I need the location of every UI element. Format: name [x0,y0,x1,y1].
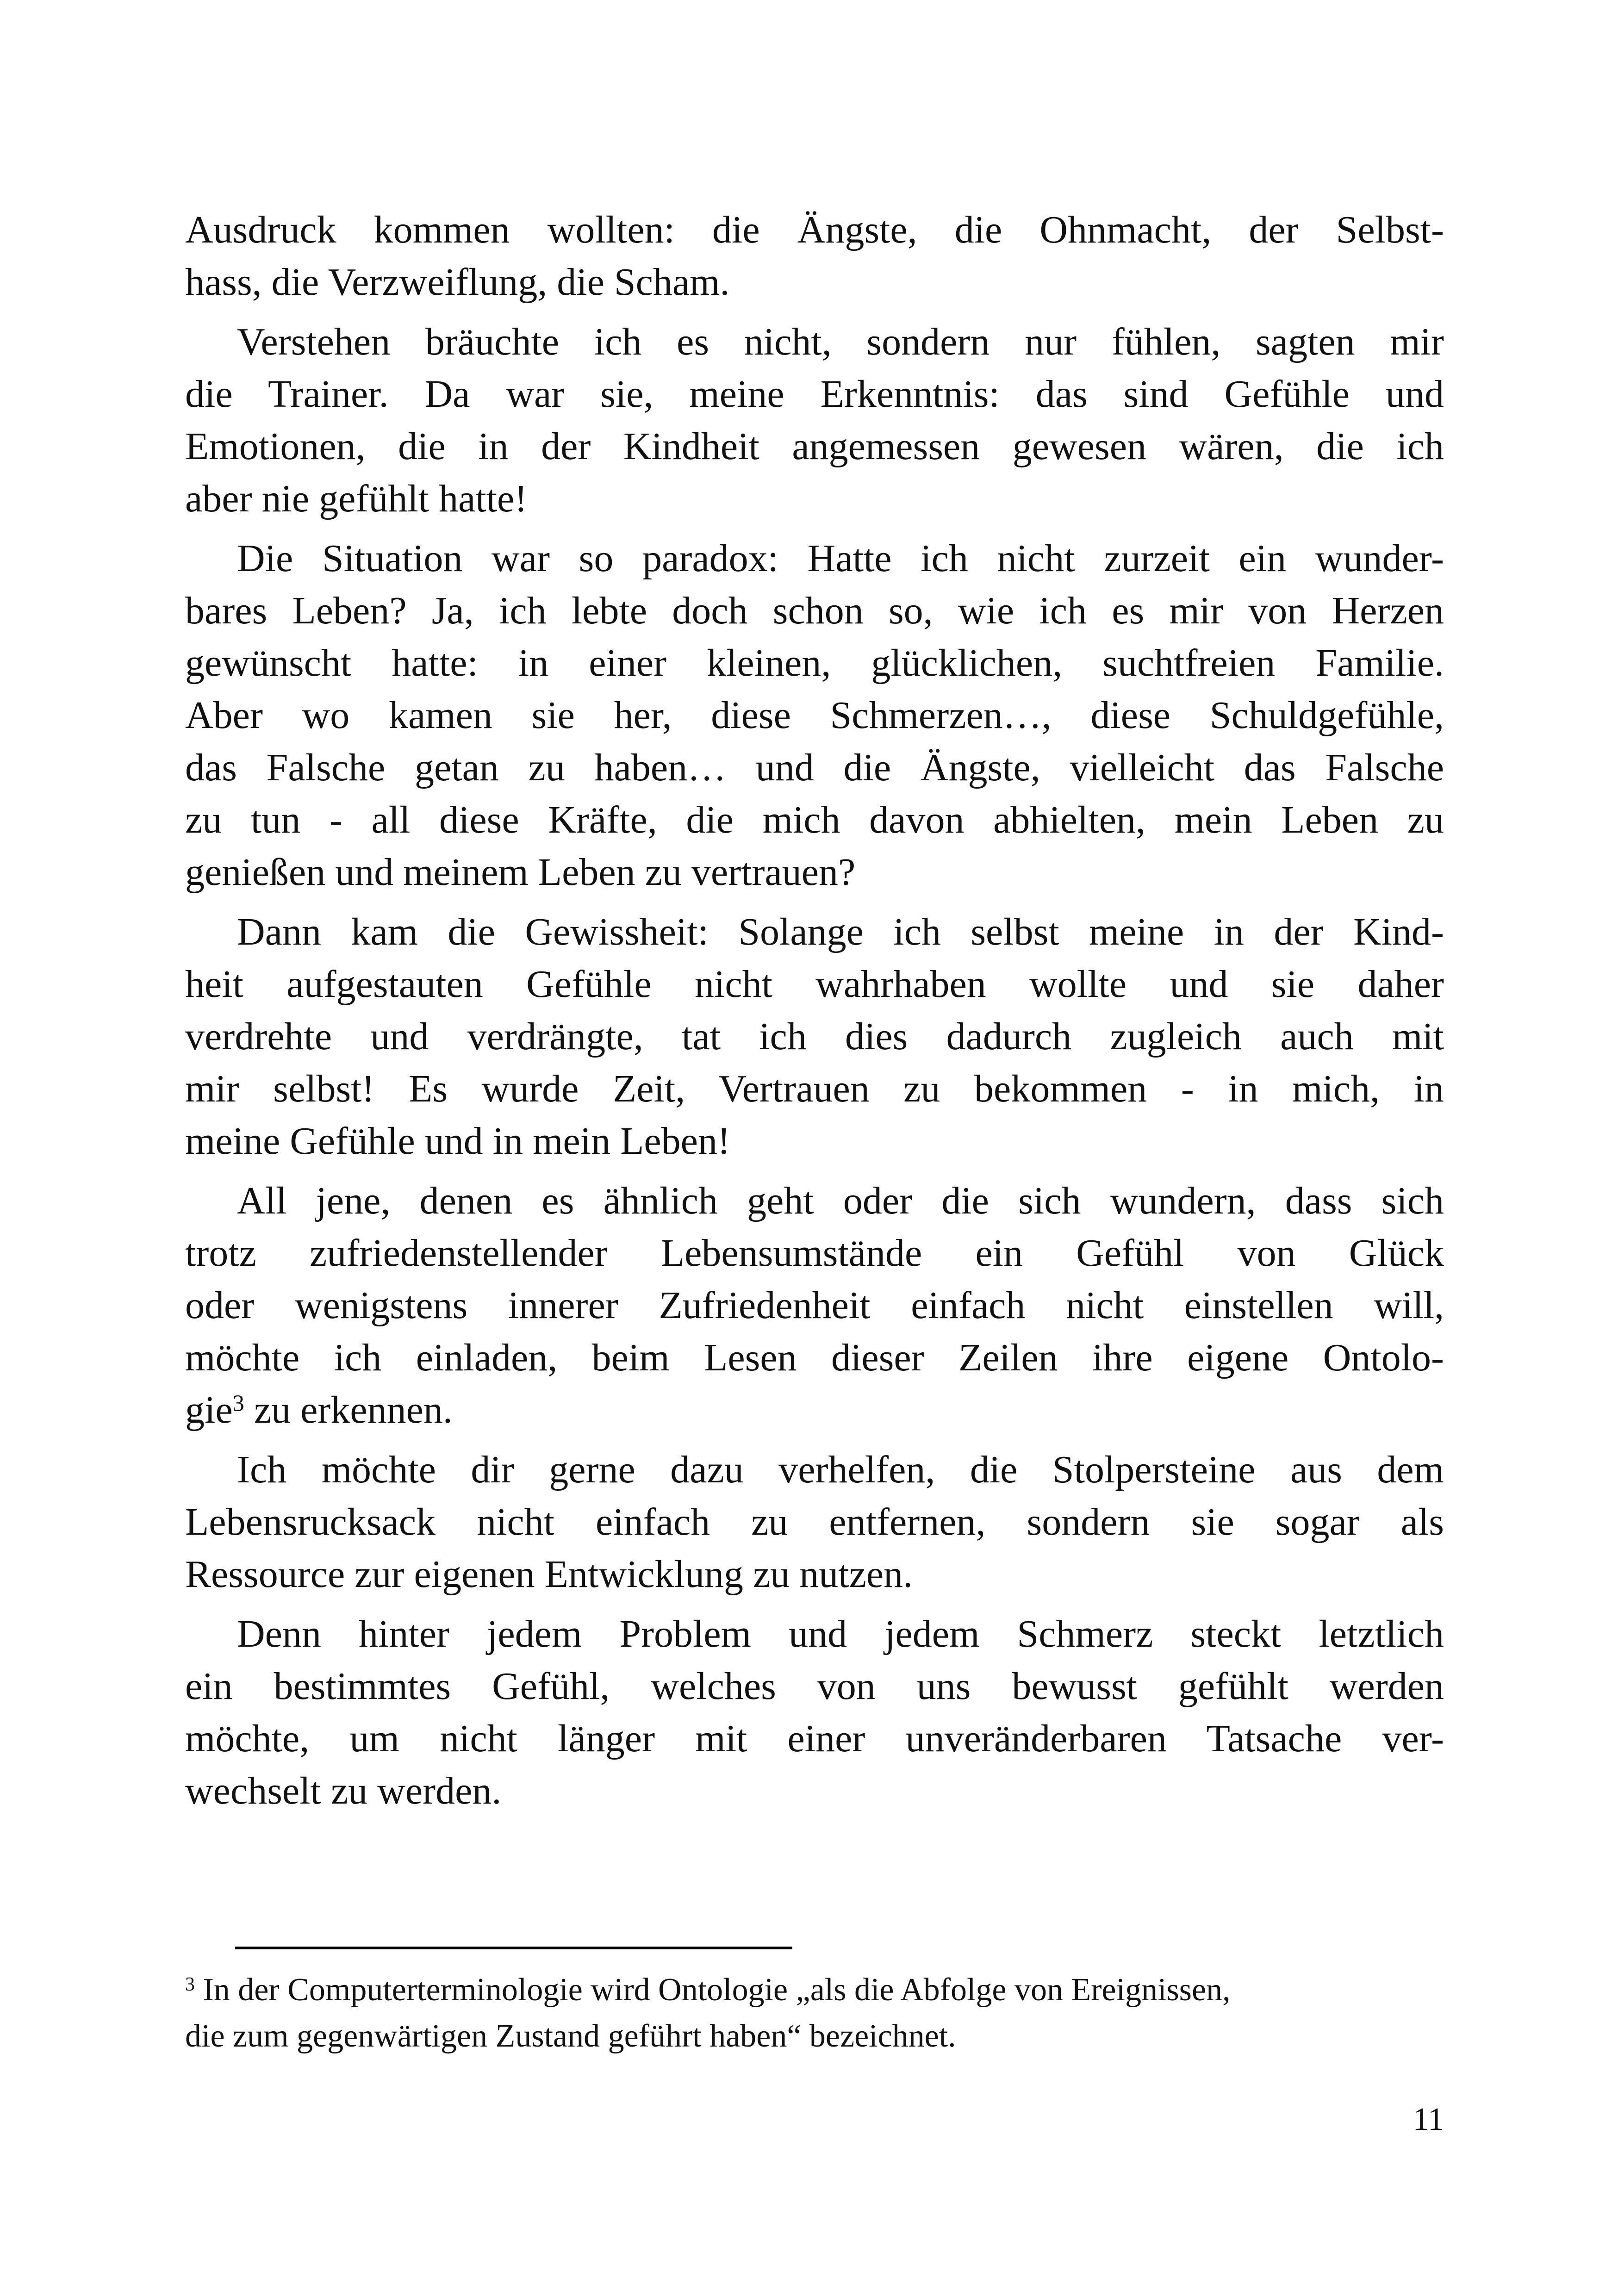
text-line: zu tun - all diese Kräfte, die mich davon abhielten, mein Leben zu [185,798,1444,841]
text-line: Lebensrucksack nicht einfach zu entfernen, sondern sie sogar als [185,1500,1444,1543]
text-line: die Trainer. Da war sie, meine Erkenntnis: das sind Gefühle und [185,373,1444,416]
text-line: möchte ich einladen, beim Lesen dieser Zeilen ihre eigene Ontolo- [185,1336,1444,1379]
text-line: Ich möchte dir gerne dazu verhelfen, die Stolpersteine aus dem [237,1448,1444,1491]
text-line: heit aufgestauten Gefühle nicht wahrhaben wollte und sie daher [185,963,1444,1006]
text-line: Ressource zur eigenen Entwicklung zu nutzen. [185,1553,913,1596]
text-line: Verstehen bräuchte ich es nicht, sondern nur fühlen, sagten mir [237,320,1444,363]
text-line: Aber wo kamen sie her, diese Schmerzen…, diese Schuldgefühle, [185,694,1444,737]
footnote-separator [235,1947,792,1949]
paragraph-4 [185,906,1444,1167]
text-fragment: zu erkennen. [244,1388,453,1431]
page-body [185,204,1444,1824]
footnote [185,1967,1444,2060]
text-line: aber nie gefühlt hatte! [185,477,528,520]
paragraph-6 [185,1444,1444,1600]
paragraph-3 [185,532,1444,898]
page-number: 11 [1413,2102,1444,2137]
text-line: genießen und meinem Leben zu vertrauen? [185,851,856,894]
text-line: wechselt zu werden. [185,1769,502,1812]
text-line: gewünscht hatte: in einer kleinen, glücklichen, suchtfreien Familie. [185,641,1444,684]
text-line: das Falsche getan zu haben… und die Ängste, vielleicht das Falsche [185,746,1444,789]
text-line: mir selbst! Es wurde Zeit, Vertrauen zu bekommen - in mich, in [185,1067,1444,1110]
text-line: möchte, um nicht länger mit einer unveränderbaren Tatsache ver- [185,1717,1444,1760]
text-line: Ausdruck kommen wollten: die Ängste, die Ohnmacht, der Selbst- [185,208,1444,251]
text-line: trotz zufriedenstellender Lebensumstände ein Gefühl von Glück [185,1232,1444,1275]
text-line: hass, die Verzweiflung, die Scham. [185,261,730,304]
footnote-text: In der Computerterminologie wird Ontologie „als die Abfolge von Ereignissen, [195,1972,1231,2008]
text-line: Die Situation war so paradox: Hatte ich nicht zurzeit ein wunder- [237,537,1444,580]
text-line: ein bestimmtes Gefühl, welches von uns bewusst gefühlt werden [185,1665,1444,1708]
text-line: oder wenigstens innerer Zufriedenheit einfach nicht einstellen will, [185,1284,1444,1327]
footnote-reference: 3 [232,1390,244,1416]
text-line: All jene, denen es ähnlich geht oder die sich wundern, dass sich [237,1179,1444,1222]
text-line [185,1384,1444,1436]
text-line: Denn hinter jedem Problem und jedem Schmerz steckt letztlich [237,1612,1444,1655]
text-fragment: gie [185,1388,233,1431]
text-line: meine Gefühle und in mein Leben! [185,1120,730,1163]
paragraph-1 [185,204,1444,308]
text-line: Emotionen, die in der Kindheit angemessen gewesen wären, die ich [185,425,1444,468]
footnote-line [185,1967,1444,2013]
text-line: bares Leben? Ja, ich lebte doch schon so, wie ich es mir von Herzen [185,589,1444,632]
paragraph-7 [185,1608,1444,1817]
footnote-marker: 3 [185,1974,195,1995]
text-line: Dann kam die Gewissheit: Solange ich selbst meine in der Kind- [237,910,1444,953]
footnote-line: die zum gegenwärtigen Zustand geführt haben“ bezeichnet. [185,2018,956,2054]
text-line: verdrehte und verdrängte, tat ich dies dadurch zugleich auch mit [185,1015,1444,1058]
paragraph-2 [185,316,1444,525]
paragraph-5 [185,1175,1444,1436]
